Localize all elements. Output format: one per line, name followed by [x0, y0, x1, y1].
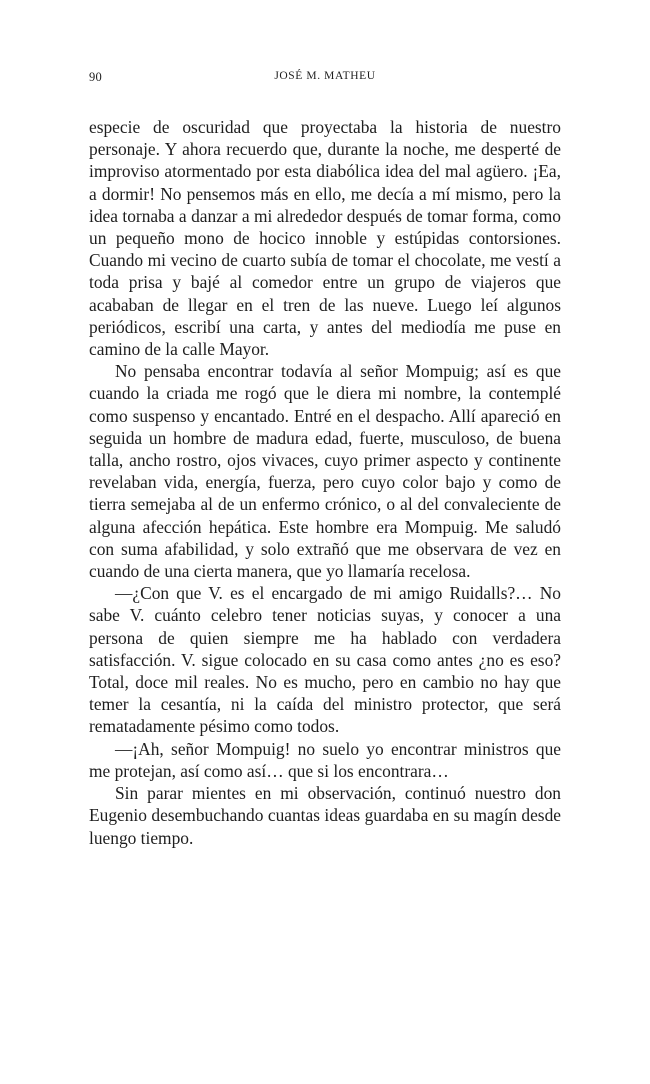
paragraph: No pensaba encontrar todavía al señor Mompuig; así es que cuando la criada me rogó que le diera mi nombre, la contemplé como suspenso y encantado. Entré en el despacho. Allí apareció en seguida un hombre de madura edad, fuerte, musculoso, de buena talla, ancho rostro, ojos vivaces, cuyo primer aspecto y continente revelaban vida, energía, fuerza, pero cuyo color bajo y como de tierra semejaba al de un enfermo crónico, o al del convaleciente de alguna afección hepática. Este hombre era Mompuig. Me saludó con suma afabilidad, y solo extrañó que me observara de vez en cuando de una cierta manera, que yo llamaría recelosa.: [89, 361, 561, 582]
page-header: [89, 70, 561, 94]
running-head: JOSÉ M. MATHEU: [274, 70, 376, 82]
paragraph: —¿Con que V. es el encargado de mi amigo Ruidalls?… No sabe V. cuánto celebro tener noticias suyas, y conocer a una persona de quien siempre me ha hablado con verdadera satisfacción. V. sigue colocado en su casa como antes ¿no es eso? Total, doce mil reales. No es mucho, pero en cambio no hay que temer la cesantía, ni la caída del ministro protector, que será rematadamente pésimo como todos.: [89, 583, 561, 737]
paragraph: Sin parar mientes en mi observación, continuó nuestro don Eugenio desembuchando cuantas ideas guardaba en su magín desde luengo tiempo.: [89, 783, 561, 848]
body-text: [89, 116, 561, 849]
paragraph: —¡Ah, señor Mompuig! no suelo yo encontrar ministros que me protejan, así como así… que si los encontrara…: [89, 738, 561, 781]
page-number: 90: [89, 70, 103, 84]
paragraph: especie de oscuridad que proyectaba la historia de nuestro personaje. Y ahora recuerdo que, durante la noche, me desperté de improviso atormentado por esta diabólica idea del mal agüero. ¡Ea, a dormir! No pensemos más en ello, me decía a mí mismo, pero la idea tornaba a danzar a mi alrededor después de tomar forma, como un pequeño mono de hocico innoble y estúpidas contorsiones. Cuando mi vecino de cuarto subía de tomar el chocolate, me vestí a toda prisa y bajé al comedor entre un grupo de viajeros que acababan de llegar en el tren de las nueve. Luego leí algunos periódicos, escribí una carta, y antes del mediodía me puse en camino de la calle Mayor.: [89, 117, 561, 360]
